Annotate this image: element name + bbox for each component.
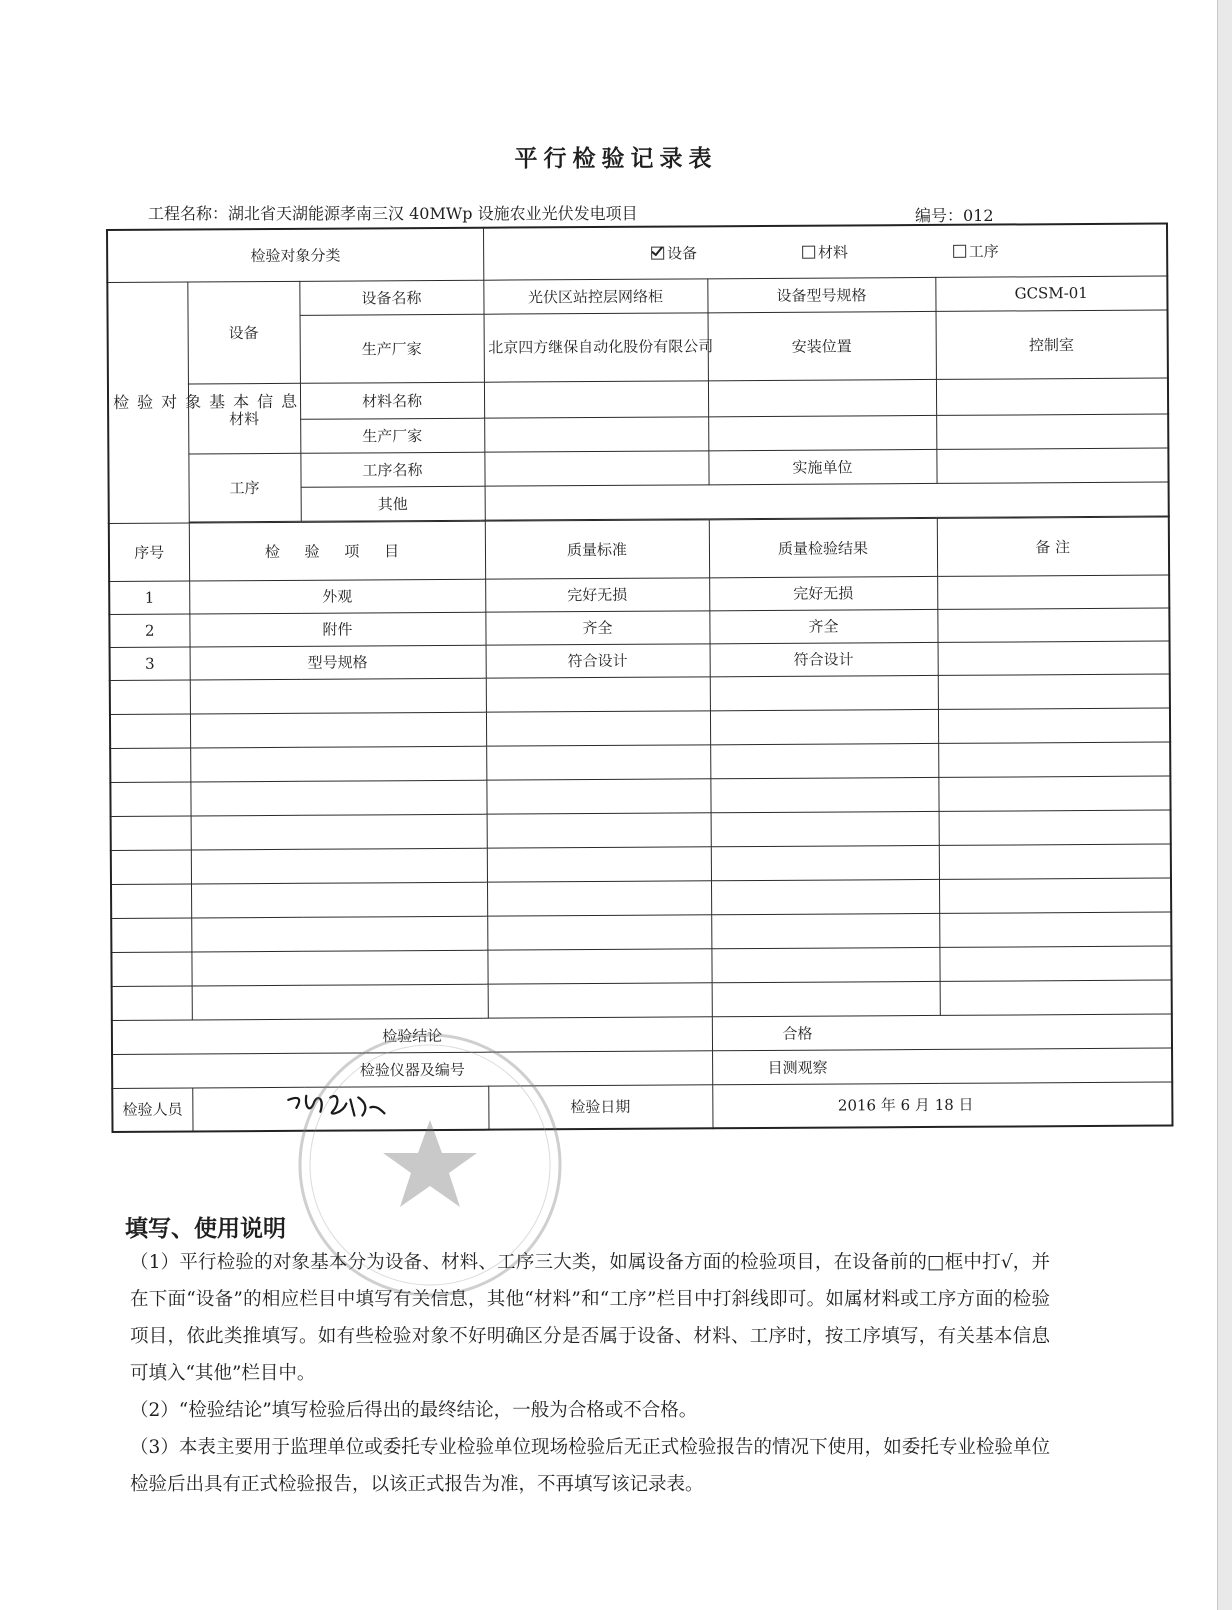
inspection-table: [106, 223, 1174, 1133]
equipment-model-label: 设备型号规格: [707, 277, 935, 312]
category-row: [107, 224, 1167, 282]
item-remark: [937, 608, 1169, 642]
header-standard: 质量标准: [485, 519, 709, 578]
process-name-label: 工序名称: [300, 452, 484, 487]
equipment-location: 控制室: [936, 310, 1168, 379]
inspector-signature-cell: [192, 1086, 488, 1132]
checkbox-checked-icon[interactable]: [651, 246, 664, 259]
item-remark: [937, 575, 1169, 609]
item-result: 齐全: [709, 609, 937, 643]
instruction-paragraph: （1）平行检验的对象基本分为设备、材料、工序三大类，如属设备方面的检验项目，在设备前的□框中打√，并在下面“设备”的相应栏目中填写有关信息，其他“材料”和“工序”栏目中打斜线即可。如属材料或工序方面的检验项目，依此类推填写。如有些检验对象不好明确区分是否属于设备、材料、工序时，按工序填写，有关基本信息可填入“其他”栏目中。: [130, 1252, 1050, 1384]
item-result: 符合设计: [710, 642, 938, 676]
checkbox-icon[interactable]: [802, 245, 815, 258]
item-seq: 2: [109, 613, 189, 646]
option-equipment[interactable]: 设备: [651, 242, 697, 263]
option-process[interactable]: 工序: [953, 240, 999, 261]
process-other: [485, 482, 1169, 520]
item-result: 完好无损: [709, 576, 937, 610]
project-name: 工程名称：湖北省天湖能源孝南三汉 40MWp 设施农业光伏发电项目: [148, 204, 638, 223]
conclusion-value: 合格: [712, 1014, 1172, 1051]
item-standard: 齐全: [485, 610, 709, 644]
option-material[interactable]: 材料: [802, 241, 848, 262]
instructions-title: 填写、使用说明: [125, 1216, 286, 1242]
process-other-label: 其他: [301, 486, 485, 521]
material-maker-label: 生产厂家: [300, 418, 484, 453]
process-unit-label: 实施单位: [708, 449, 936, 484]
header-item: 检 验 项 目: [189, 521, 485, 581]
form-title: 平行检验记录表: [514, 145, 718, 172]
category-options: [483, 224, 1167, 280]
equipment-maker-label: 生产厂家: [300, 314, 484, 383]
instruction-paragraph: （2）“检验结论”填写检验后得出的最终结论，一般为合格或不合格。: [130, 1400, 698, 1421]
inspector-signature: [280, 1089, 400, 1128]
signature-row: [112, 1082, 1172, 1132]
instrument-value: 目测观察: [712, 1048, 1172, 1085]
checkbox-icon[interactable]: [953, 244, 966, 257]
item-seq: 1: [109, 580, 189, 613]
item-name: 附件: [189, 612, 485, 647]
material-maker: [484, 416, 708, 451]
basic-info-label: 检验对象基本信息: [107, 282, 188, 523]
instruction-paragraph: （3）本表主要用于监理单位或委托专业检验单位现场检验后无正式检验报告的情况下使用，如委托专业检验单位检验后出具有正式检验报告，以该正式报告为准，不再填写该记录表。: [130, 1437, 1050, 1495]
date-label: 检验日期: [488, 1084, 712, 1129]
equipment-name: 光伏区站控层网络柜: [483, 278, 707, 313]
category-label: 检验对象分类: [107, 228, 483, 282]
equipment-name-label: 设备名称: [299, 280, 483, 315]
item-standard: 完好无损: [485, 577, 709, 611]
equipment-label: 设备: [187, 281, 300, 384]
instructions-body: [130, 1244, 1050, 1503]
equipment-maker: 北京四方继保自动化股份有限公司: [484, 312, 708, 381]
material-name: [484, 380, 708, 417]
header-seq: 序号: [109, 522, 189, 580]
process-name: [484, 450, 708, 485]
date-value: 2016 年 6 月 18 日: [712, 1082, 1172, 1129]
form-number: 编号：012: [915, 206, 994, 225]
process-label: 工序: [188, 453, 300, 522]
equipment-location-label: 安装位置: [708, 311, 936, 380]
item-seq: 3: [110, 646, 190, 679]
item-remark: [938, 641, 1170, 675]
material-name-label: 材料名称: [300, 382, 484, 419]
process-unit: [936, 448, 1168, 483]
header-remark: 备 注: [937, 517, 1169, 576]
item-standard: 符合设计: [486, 643, 710, 677]
inspection-form: [106, 223, 1172, 1171]
page-edge: [1218, 0, 1232, 1610]
equipment-model: GCSM-01: [935, 276, 1167, 311]
page-edge-line: [1217, 0, 1218, 1610]
item-name: 外观: [189, 579, 485, 614]
inspector-label: 检验人员: [112, 1087, 192, 1131]
header-result: 质量检验结果: [709, 518, 937, 577]
items-header-row: [109, 517, 1169, 581]
material-label: 材料: [188, 383, 300, 454]
conclusion-label: 检验结论: [112, 1016, 712, 1054]
item-name: 型号规格: [190, 645, 486, 680]
instrument-label: 检验仪器及编号: [112, 1050, 712, 1088]
